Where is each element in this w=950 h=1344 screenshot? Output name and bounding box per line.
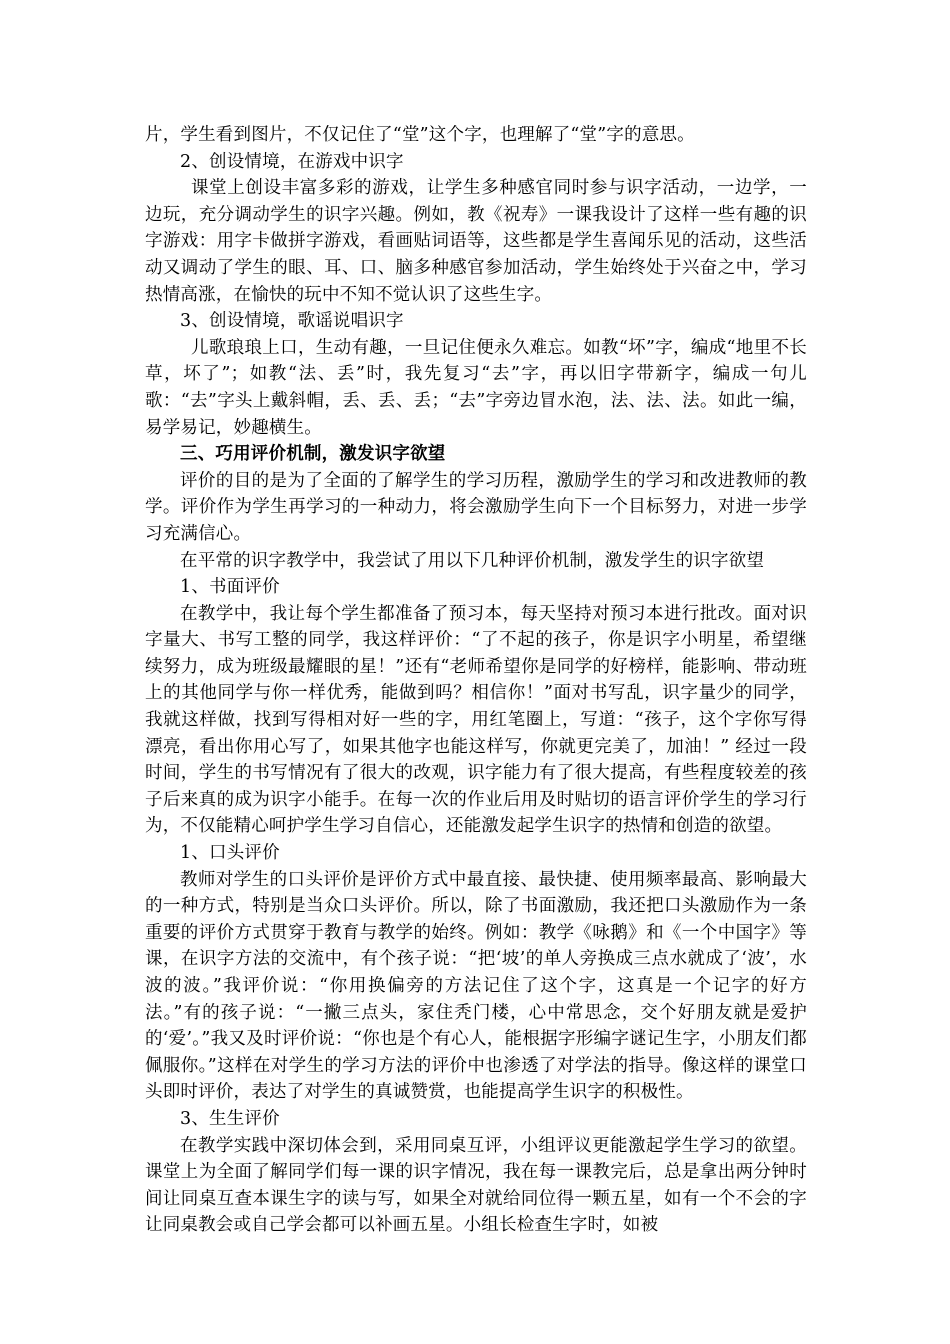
paragraph-oral-evaluation: 教师对学生的口头评价是评价方式中最直接、最快捷、使用频率最高、影响最大的一种方式，特别是当众口头评价。所以，除了书面激励，我还把口头激励作为一条重要的评价方式贯穿于教育与教学的始终。例如：教学《咏鹅》和《一个中国字》等课，在识字方法的交流中，有个孩子说：“把‘坡’的单人旁换成三点水就成了‘波’，水波的波。”我评价说：“你用换偏旁的方法记住了这个字，这真是一个记字的好方法。”有的孩子说：“一撇三点头，家住秃门楼，心中常思念，交个好朋友就是爱护的‘爱’。”我又及时评价说：“你也是个有心人，能根据字形编字谜记生字，小朋友们都佩服你。”这样在对学生的学习方法的评价中也渗透了对学法的指导。像这样的课堂口头即时评价，表达了对学生的真诚赞赏，也能提高学生识字的积极性。 — [145, 869, 807, 1103]
subheading-peer-evaluation: 3、生生评价 — [180, 1108, 280, 1129]
paragraph-continuation: 片，学生看到图片，不仅记住了“堂”这个字，也理解了“堂”字的意思。 — [145, 125, 695, 145]
subheading-oral-evaluation: 1、口头评价 — [180, 843, 280, 864]
paragraph-game-literacy: 课堂上创设丰富多彩的游戏，让学生多种感官同时参与识字活动，一边学，一边玩，充分调动学生的识字兴趣。例如，教《祝寿》一课我设计了这样一些有趣的识字游戏：用字卡做拼字游戏，看画贴词语等，这些都是学生喜闻乐见的活动，这些活动又调动了学生的眼、耳、口、脑多种感官参加活动，学生始终处于兴奋之中，学习热情高涨，在愉快的玩中不知不觉认识了这些生字。 — [145, 178, 807, 305]
subheading-song-literacy: 3、创设情境，歌谣说唱识字 — [180, 311, 404, 332]
document-body — [145, 122, 807, 1239]
section-heading-evaluation: 三、巧用评价机制，激发识字欲望 — [180, 444, 446, 465]
paragraph-evaluation-purpose: 评价的目的是为了全面的了解学生的学习历程，激励学生的学习和改进教师的教学。评价作为学生再学习的一种动力，将会激励学生向下一个目标努力，对进一步学习充满信心。 — [145, 470, 807, 544]
paragraph-peer-evaluation: 在教学实践中深切体会到，采用同桌互评，小组评议更能激起学生学习的欲望。课堂上为全面了解同学们每一课的识字情况，我在每一课教完后，总是拿出两分钟时间让同桌互查本课生字的读与写，如果全对就给同位得一颗五星，如有一个不会的字让同桌教会或自己学会都可以补画五星。小组长检查生字时，如被 — [145, 1135, 807, 1236]
subheading-written-evaluation: 1、书面评价 — [180, 577, 280, 598]
paragraph-evaluation-intro: 在平常的识字教学中，我尝试了用以下几种评价机制，激发学生的识字欲望 — [180, 550, 765, 571]
paragraph-song-literacy: 儿歌琅琅上口，生动有趣，一旦记住便永久难忘。如教“坏”字，编成“地里不长草，坏了”；如教“法、丢”时，我先复习“去”字，再以旧字带新字，编成一句儿歌：“去”字头上戴斜帽，丢、丢、丢；“去”字旁边冒水泡，法、法、法。如此一编，易学易记，妙趣横生。 — [145, 337, 807, 438]
paragraph-written-evaluation: 在教学中，我让每个学生都准备了预习本，每天坚持对预习本进行批改。面对识字量大、书写工整的同学，我这样评价：“了不起的孩子，你是识字小明星，希望继续努力，成为班级最耀眼的星！”还有“老师希望你是同学的好榜样，能影响、带动班上的其他同学与你一样优秀，能做到吗？相信你！”面对书写乱，识字量少的同学，我就这样做，找到写得相对好一些的字，用红笔圈上，写道：“孩子，这个字你写得漂亮，看出你用心写了，如果其他字也能这样写，你就更完美了，加油！” 经过一段时间，学生的书写情况有了很大的改观，识字能力有了很大提高，有些程度较差的孩子后来真的成为识字小能手。在每一次的作业后用及时贴切的语言评价学生的学习行为，不仅能精心呵护学生学习自信心，还能激发起学生识字的热情和创造的欲望。 — [145, 603, 807, 837]
subheading-game-literacy: 2、创设情境，在游戏中识字 — [180, 151, 404, 172]
